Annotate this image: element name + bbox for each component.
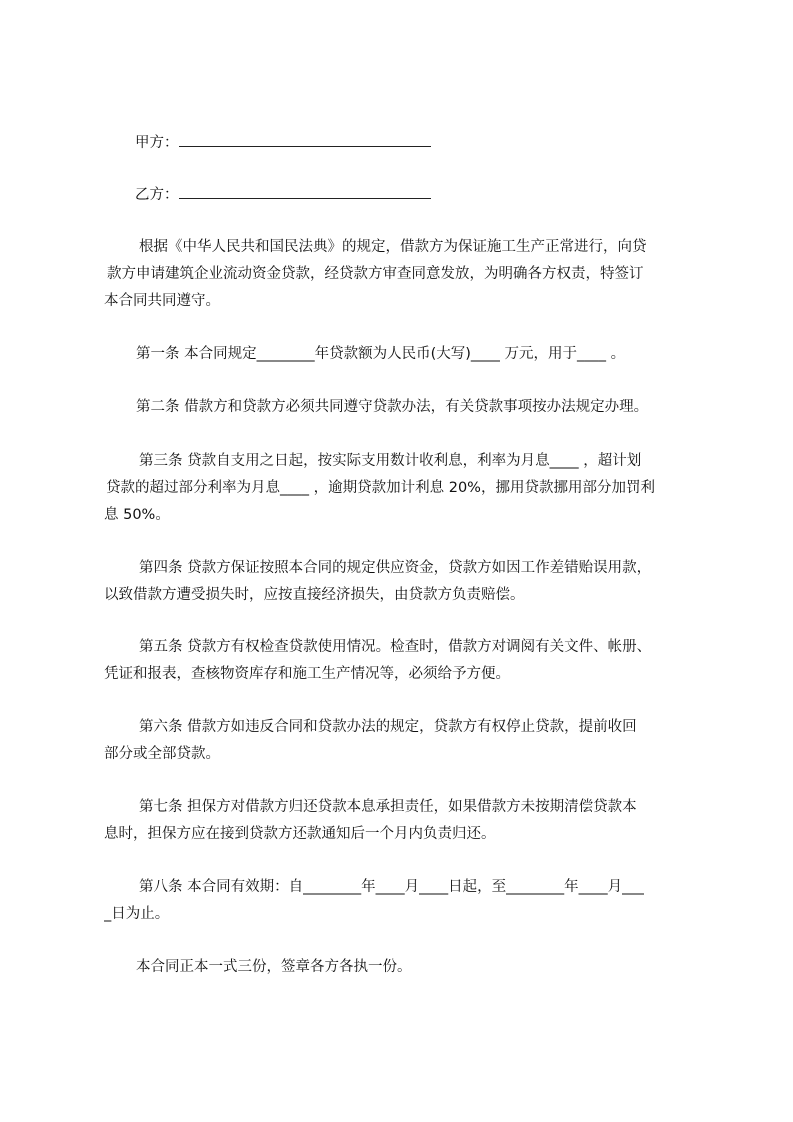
article-4-line-2: 以致借款方遭受损失时，应按直接经济损失，由贷款方负责赔偿。 [104,587,525,603]
party-b-line [135,183,735,205]
article-6-line-2: 部分或全部贷款。 [104,746,220,762]
party-a-line [135,131,735,153]
party-a-label: 甲方： [135,135,179,151]
article-7-line-1: 第七条 担保方对借款方归还贷款本息承担责任，如果借款方未按期清偿贷款本 [139,799,637,815]
article-5-line-1: 第五条 贷款方有权检查贷款使用情况。检查时，借款方对调阅有关文件、帐册、 [139,639,652,655]
article-4-line-1: 第四条 贷款方保证按照本合同的规定供应资金，贷款方如因工作差错贻误用款， [139,560,652,576]
party-b-label: 乙方： [135,187,179,203]
party-b-blank [179,183,431,199]
party-a-blank [179,131,431,147]
article-3-line-1: 第三条 贷款自支用之日起，按实际支用数计收利息，利率为月息____ ，超计划 [139,453,642,469]
article-2-line-1: 第二条 借款方和贷款方必须共同遵守贷款办法，有关贷款事项按办法规定办理。 [136,399,649,415]
article-7-line-2: 息时，担保方应在接到贷款方还款通知后一个月内负责归还。 [104,826,496,842]
article-5-line-2: 凭证和报表，查核物资库存和施工生产情况等，必须给予方便。 [104,666,510,682]
article-6-line-1: 第六条 借款方如违反合同和贷款办法的规定，贷款方有权停止贷款，提前收回 [139,719,637,735]
article-3-line-3: 息 50%。 [104,507,170,523]
preamble-line-3: 本合同共同遵守。 [104,293,220,309]
closing-line: 本合同正本一式三份，签章各方各执一份。 [136,959,412,975]
preamble-line-1: 根据《中华人民共和国民法典》的规定，借款方为保证施工生产正常进行，向贷 [139,239,647,255]
preamble-line-2: 款方申请建筑企业流动资金贷款，经贷款方审查同意发放，为明确各方权责，特签订 [107,266,644,282]
article-1-line-1: 第一条 本合同规定________年贷款额为人民币(大写)____ 万元，用于____ 。 [136,346,626,362]
article-8-line-2: _日为止。 [104,906,170,922]
article-3-line-2: 贷款的超过部分利率为月息____ ，逾期贷款加计利息 20%，挪用贷款挪用部分加罚利 [106,480,655,496]
article-8-line-1: 第八条 本合同有效期：自________年____月____日起，至________年____月___ [139,879,644,895]
